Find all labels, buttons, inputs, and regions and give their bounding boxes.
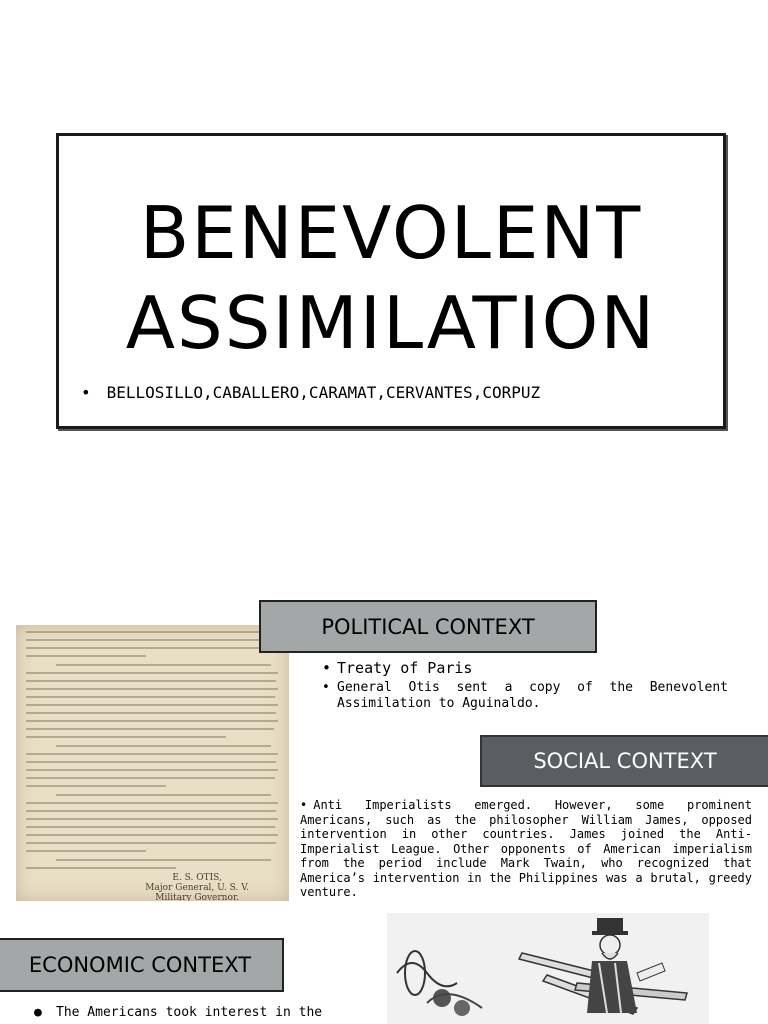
political-context-title: POLITICAL CONTEXT — [321, 614, 535, 639]
bullet-icon: • — [322, 659, 332, 677]
economic-context-header — [0, 938, 284, 992]
historical-document-image — [16, 625, 289, 901]
economic-context-body: The Americans took interest in the — [56, 1005, 323, 1020]
political-context-list — [322, 660, 728, 716]
filled-bullet-icon: ● — [34, 1005, 42, 1020]
social-context-text — [300, 798, 752, 900]
authors-line — [81, 383, 540, 402]
bullet-icon: • — [81, 383, 91, 402]
social-context-body: Anti Imperialists emerged. However, some prominent Americans, such as the philosopher William James, opposed intervention in other countries. James joined the Anti-Imperialist League. Other opponents of American imperialism from the period include Mark Twain, who recognized that America’s intervention in the Philippines was a brutal, greedy venture. — [300, 798, 752, 899]
economic-context-title: ECONOMIC CONTEXT — [28, 953, 252, 977]
bullet-icon: • — [322, 680, 330, 695]
list-item: • General Otis sent a copy of the Benevolent Assimilation to Aguinaldo. — [322, 680, 728, 711]
social-context-title: SOCIAL CONTEXT — [533, 749, 717, 773]
authors-text: BELLOSILLO,CABALLERO,CARAMAT,CERVANTES,CORPUZ — [106, 383, 541, 402]
presentation-title — [59, 188, 723, 368]
document-signature: E. S. OTIS, Major General, U. S. V. Military Governor. — [145, 873, 249, 901]
cartoon-illustration — [387, 913, 709, 1024]
economic-context-text — [34, 1004, 358, 1022]
political-context-header — [259, 600, 597, 653]
title-frame — [56, 133, 726, 429]
bullet-icon: • — [300, 798, 308, 812]
title-line-2: ASSIMILATION — [125, 281, 657, 365]
list-item: • Treaty of Paris — [322, 659, 473, 677]
title-line-1: BENEVOLENT — [139, 191, 643, 275]
social-context-header — [480, 735, 768, 787]
political-cartoon-image — [387, 913, 709, 1024]
